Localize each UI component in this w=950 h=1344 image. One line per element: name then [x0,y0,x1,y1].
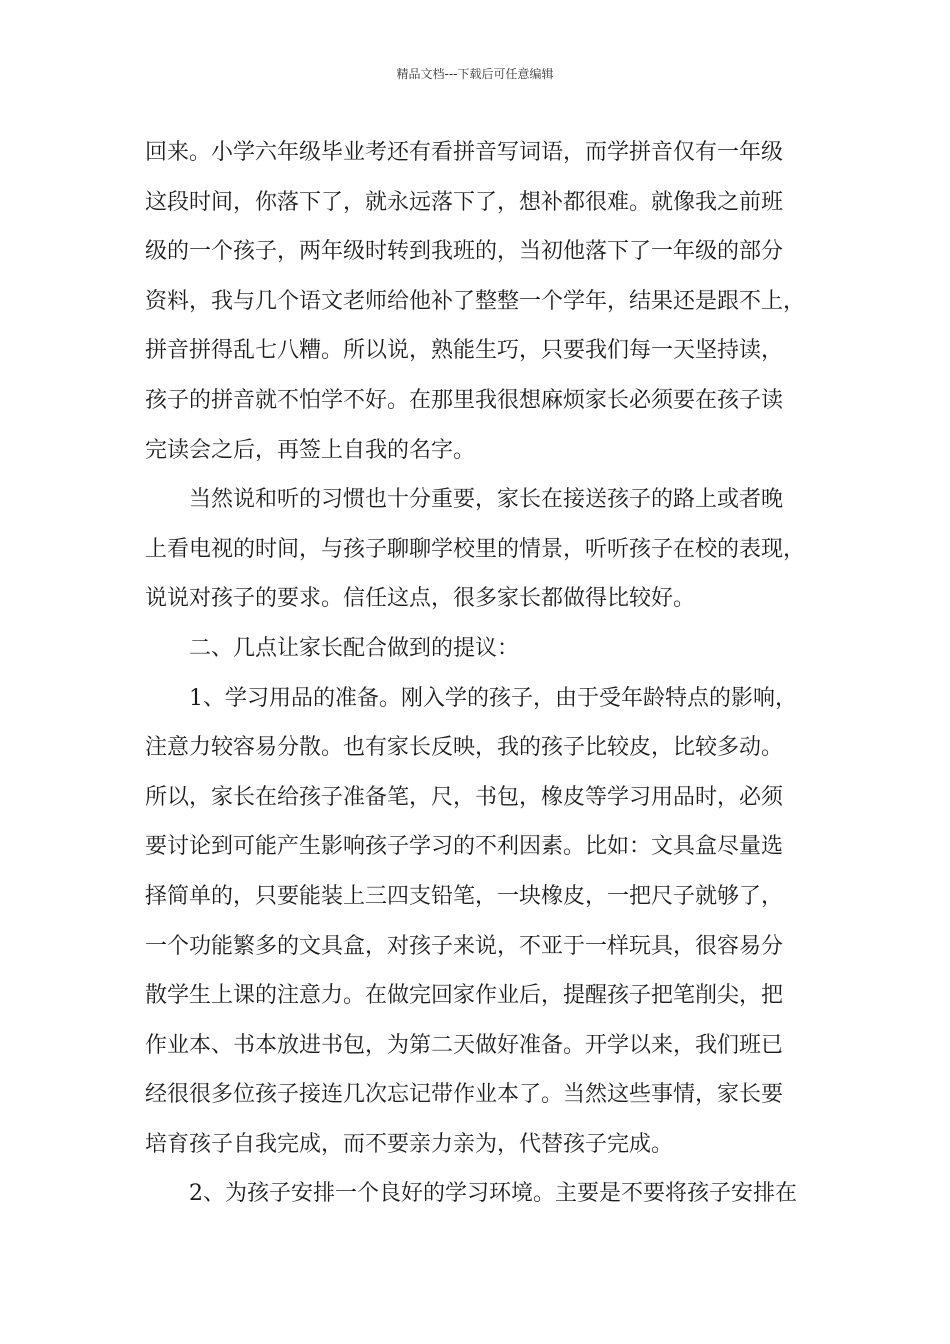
text-line: 孩子的拼音就不怕学不好。在那里我很想麻烦家长必须要在孩子读 [145,387,784,413]
text-line: 2、为孩子安排一个良好的学习环境。主要是不要将孩子安排在 [189,1181,797,1207]
text-line: 1、学习用品的准备。刚入学的孩子，由于受年龄特点的影响， [189,685,797,711]
text-line: 培育孩子自我完成，而不要亲力亲为，代替孩子完成。 [145,1131,674,1157]
document-body [145,128,813,1219]
text-line: 所以，家长在给孩子准备笔，尺，书包，橡皮等学习用品时，必须 [145,784,784,810]
text-line: 经很很多位孩子接连几次忘记带作业本了。当然这些事情，家长要 [145,1082,784,1108]
text-line: 这段时间，你落下了，就永远落下了，想补都很难。就像我之前班 [145,189,784,215]
text-line: 回来。小学六年级毕业考还有看拼音写词语，而学拼音仅有一年级 [145,140,784,165]
text-line: 散学生上课的注意力。在做完回家作业后，提醒孩子把笔削尖，把 [145,983,784,1009]
text-line: 注意力较容易分散。也有家长反映，我的孩子比较皮，比较多动。 [145,735,784,761]
text-line: 要讨论到可能产生影响孩子学习的不利因素。比如：文具盒尽量选 [145,834,784,860]
text-line: 完读会之后，再签上自我的名字。 [145,437,476,463]
text-line: 二、几点让家长配合做到的提议： [189,635,520,661]
text-line: 作业本、书本放进书包，为第二天做好准备。开学以来，我们班已 [145,1032,784,1058]
text-line: 当然说和听的习惯也十分重要，家长在接送孩子的路上或者晚 [189,487,784,513]
text-line: 资料，我与几个语文老师给他补了整整一个学年，结果还是跟不上， [145,288,806,314]
text-line: 上看电视的时间，与孩子聊聊学校里的情景，听听孩子在校的表现， [145,536,806,562]
text-line: 择简单的，只要能装上三四支铅笔，一块橡皮，一把尺子就够了， [145,883,784,909]
page-header: 精品文档---下载后可任意编辑 [396,67,554,81]
text-line: 拼音拼得乱七八糟。所以说，熟能生巧，只要我们每一天坚持读， [145,338,784,364]
text-line: 级的一个孩子，两年级时转到我班的，当初他落下了一年级的部分 [145,239,784,265]
text-line: 一个功能繁多的文具盒，对孩子来说，不亚于一样玩具，很容易分 [145,933,784,959]
text-line: 说说对孩子的要求。信任这点，很多家长都做得比较好。 [145,586,696,612]
